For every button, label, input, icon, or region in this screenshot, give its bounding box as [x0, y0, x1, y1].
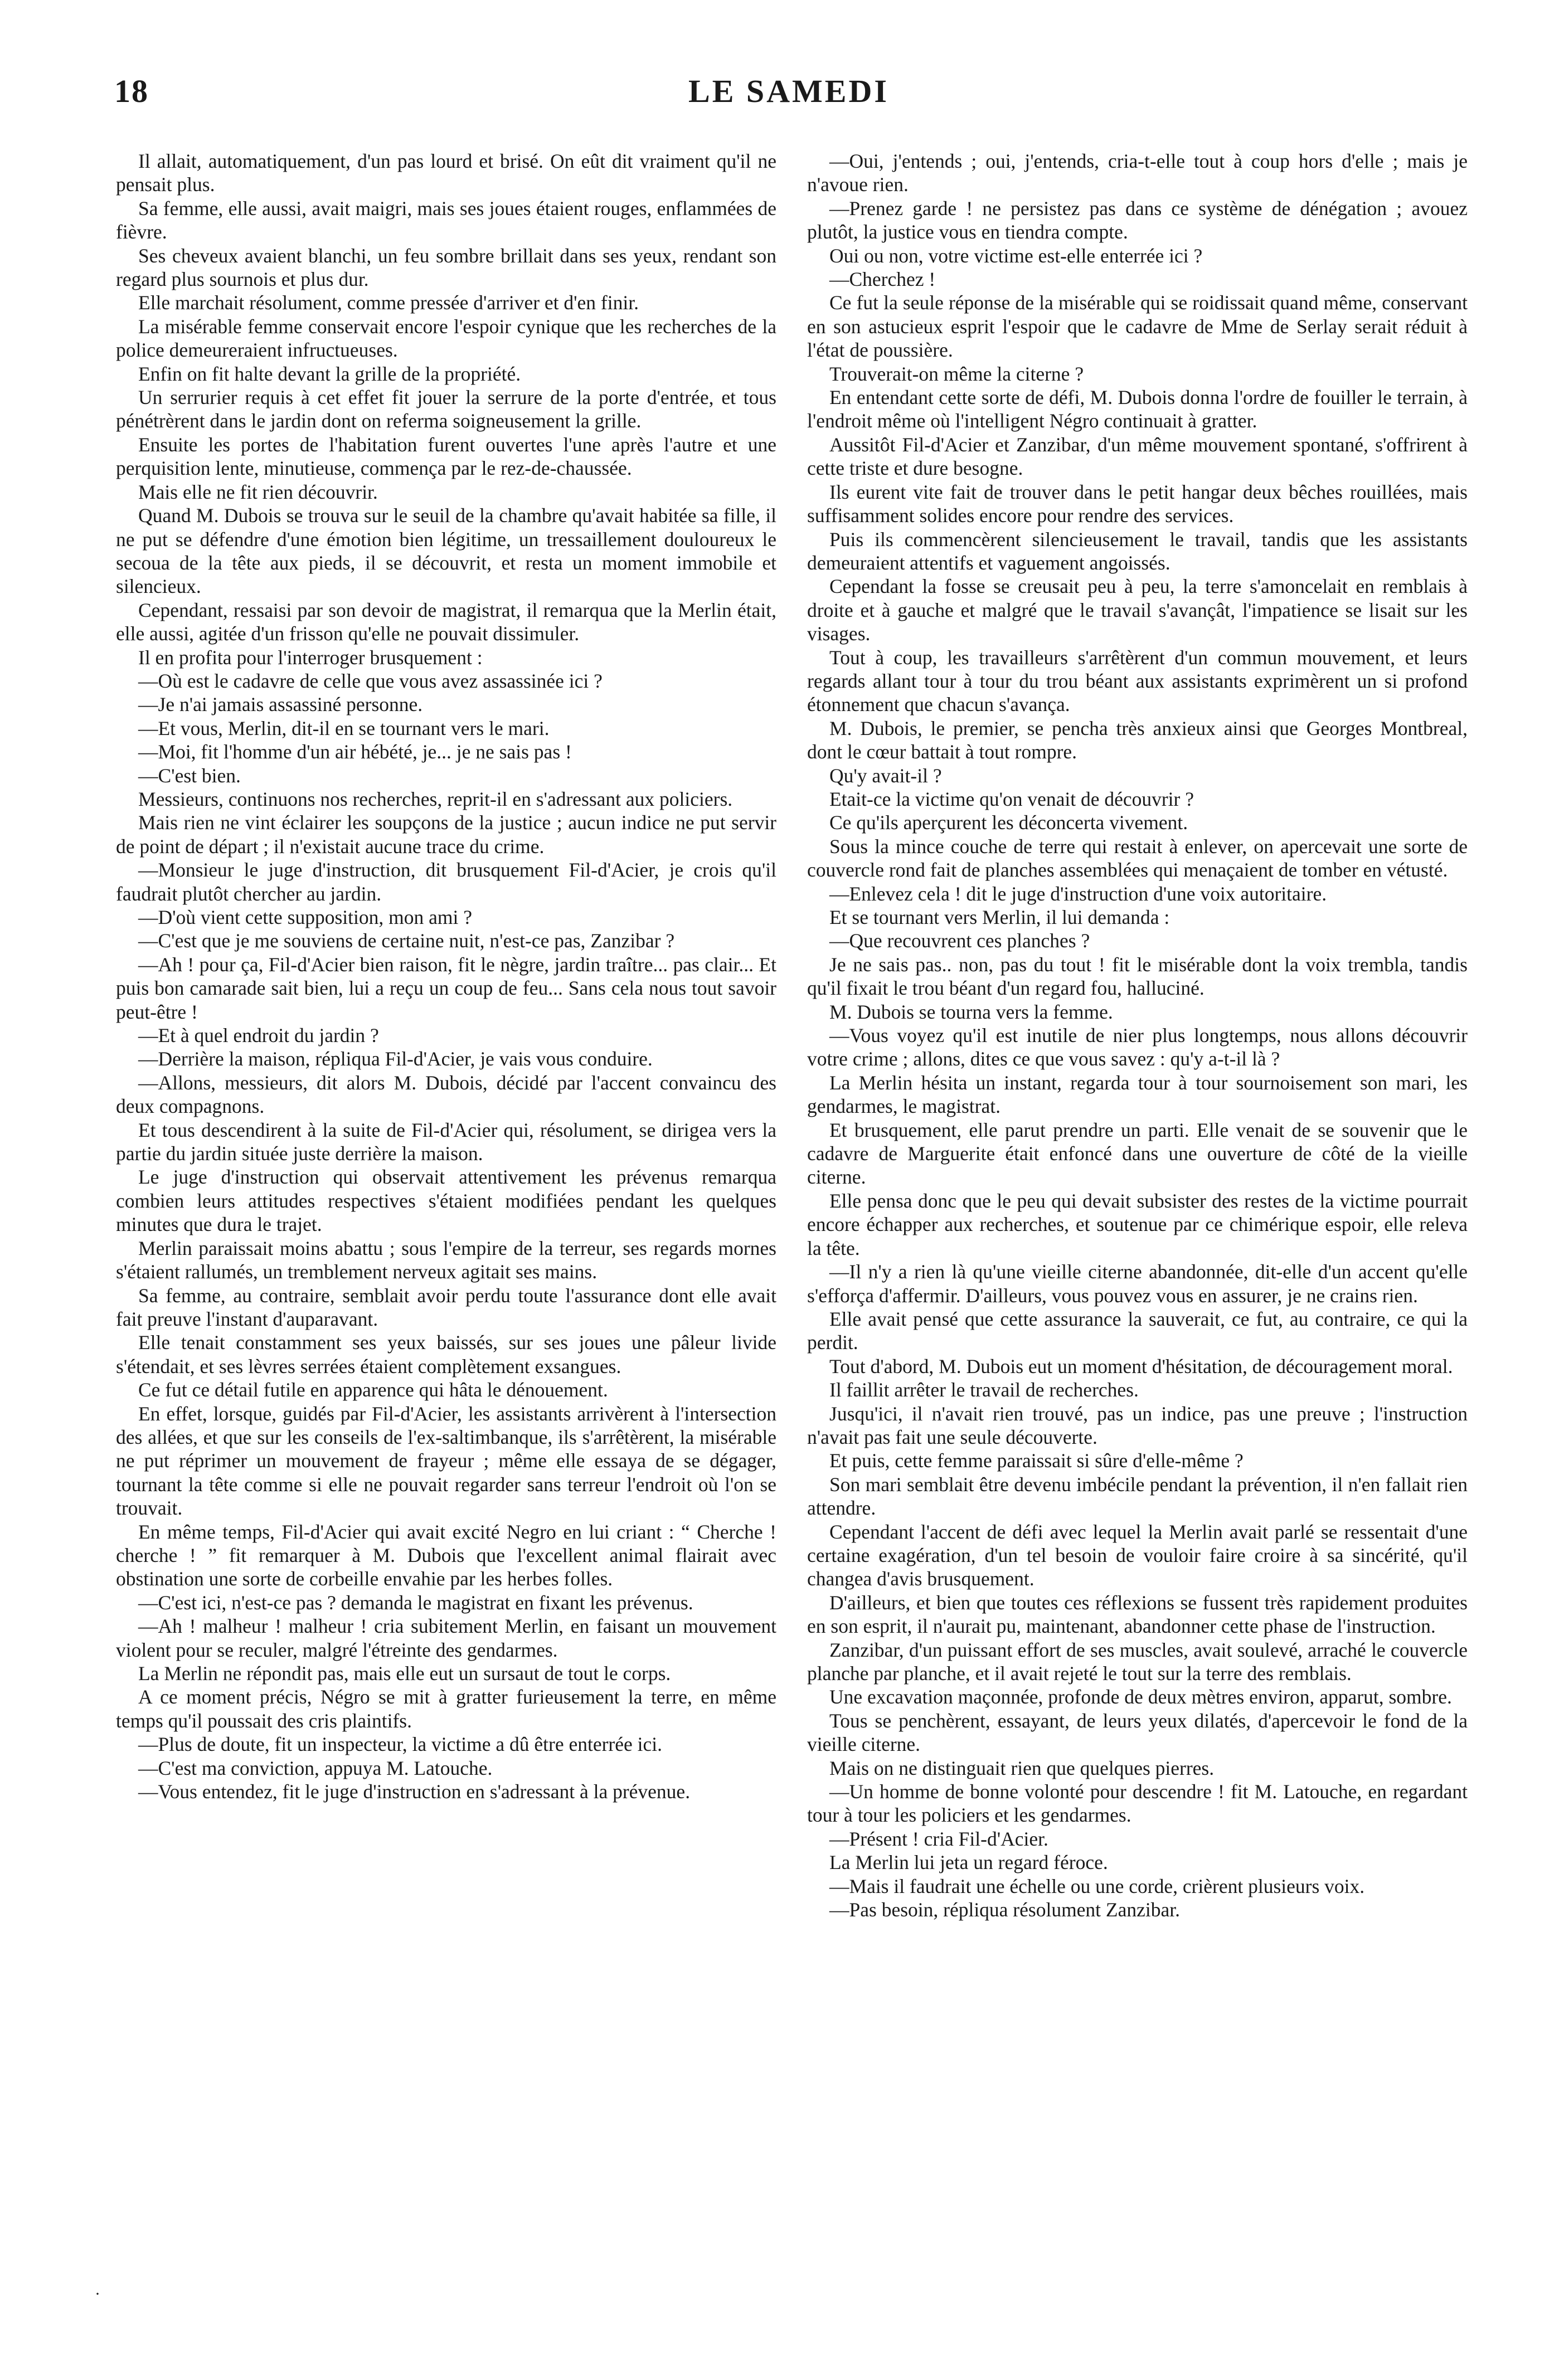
paragraph: —Il n'y a rien là qu'une vieille citerne abandonnée, dit-elle d'un accent qu'elle s'efforça d'affermir. D'ailleurs, vous pouvez vous en assurer, je ne crains rien. — [807, 1260, 1468, 1307]
paragraph: Tout d'abord, M. Dubois eut un moment d'hésitation, de découragement moral. — [829, 1355, 1453, 1378]
paragraph: —Plus de doute, fit un inspecteur, la victime a dû être enterrée ici. — [138, 1733, 662, 1756]
paragraph: Elle marchait résolument, comme pressée d'arriver et d'en finir. — [138, 291, 639, 314]
paragraph: Aussitôt Fil-d'Acier et Zanzibar, d'un même mouvement spontané, s'offrirent à cette triste et dure besogne. — [807, 433, 1468, 480]
paragraph: Elle pensa donc que le peu qui devait subsister des restes de la victime pourrait encore échapper aux recherches, et soutenue par ce chimérique espoir, elle releva la tête. — [807, 1189, 1468, 1259]
paragraph: —Vous voyez qu'il est inutile de nier plus longtemps, nous allons découvrir votre crime ; allons, dites ce que vous savez : qu'y a-t-il là ? — [807, 1024, 1468, 1070]
paragraph: —Allons, messieurs, dit alors M. Dubois, décidé par l'accent convaincu des deux compagnons. — [116, 1071, 776, 1118]
paragraph: M. Dubois se tourna vers la femme. — [829, 1000, 1113, 1023]
running-title: LE SAMEDI — [688, 73, 889, 109]
paragraph: —Derrière la maison, répliqua Fil-d'Acier, je vais vous conduire. — [138, 1048, 653, 1070]
paragraph: En effet, lorsque, guidés par Fil-d'Acier, les assistants arrivèrent à l'intersection des allées, et que sur les conseils de l'ex-saltimbanque, ils s'arrêtèrent, la misérable ne put réprimer un mouvement de frayeur ; même elle essaya de se dégager, tournant la tête comme si elle ne pouvait regarder sans terreur l'endroit où l'on se trouvait. — [116, 1402, 776, 1520]
paragraph: —Cherchez ! — [829, 268, 936, 291]
page-number: 18 — [114, 73, 149, 109]
paragraph: Elle tenait constamment ses yeux baissés, sur ses joues une pâleur livide s'étendait, et ses lèvres serrées étaient complètement exsangues. — [116, 1331, 776, 1378]
paragraph: Cependant la fosse se creusait peu à peu, la terre s'amoncelait en remblais à droite et à gauche et malgré que le travail s'avançât, l'impatience se lisait sur les visages. — [807, 575, 1468, 645]
paragraph: —Monsieur le juge d'instruction, dit brusquement Fil-d'Acier, je crois qu'il faudrait plutôt chercher au jardin. — [116, 859, 776, 905]
paragraph: Et tous descendirent à la suite de Fil-d'Acier qui, résolument, se dirigea vers la partie du jardin située juste derrière la maison. — [116, 1118, 776, 1165]
page-header — [114, 72, 1463, 123]
paragraph: Etait-ce la victime qu'on venait de découvrir ? — [829, 787, 1194, 810]
paragraph: Sa femme, elle aussi, avait maigri, mais ses joues étaient rouges, enflammées de fièvre. — [116, 197, 776, 244]
paragraph: —Où est le cadavre de celle que vous avez assassinée ici ? — [138, 669, 603, 692]
paragraph: La Merlin ne répondit pas, mais elle eut un sursaut de tout le corps. — [138, 1662, 671, 1685]
paragraph: —Vous entendez, fit le juge d'instruction en s'adressant à la prévenue. — [138, 1780, 691, 1803]
paragraph: Je ne sais pas.. non, pas du tout ! fit le misérable dont la voix trembla, tandis qu'il fixait le trou béant d'un regard fou, halluciné. — [807, 953, 1468, 1000]
paragraph: —D'où vient cette supposition, mon ami ? — [138, 906, 472, 928]
paragraph: Qu'y avait-il ? — [829, 764, 942, 787]
paragraph: Son mari semblait être devenu imbécile pendant la prévention, il n'en fallait rien attendre. — [807, 1473, 1468, 1520]
stray-dot-mark: · — [95, 2285, 100, 2303]
paragraph: Mais rien ne vint éclairer les soupçons de la justice ; aucun indice ne put servir de point de départ ; il n'existait aucune trace du crime. — [116, 811, 776, 858]
paragraph: Sa femme, au contraire, semblait avoir perdu toute l'assurance dont elle avait fait preuve l'instant d'auparavant. — [116, 1284, 776, 1330]
paragraph: —C'est que je me souviens de certaine nuit, n'est-ce pas, Zanzibar ? — [138, 929, 675, 952]
paragraph: Cependant l'accent de défi avec lequel la Merlin avait parlé se ressentait d'une certaine exagération, d'un tel besoin de vouloir faire croire à sa sincérité, qu'il changea d'avis brusquement. — [807, 1520, 1468, 1590]
paragraph: Puis ils commencèrent silencieusement le travail, tandis que les assistants demeuraient attentifs et vaguement angoissés. — [807, 528, 1468, 574]
paragraph: Une excavation maçonnée, profonde de deux mètres environ, apparut, sombre. — [829, 1686, 1452, 1709]
paragraph: Et brusquement, elle parut prendre un parti. Elle venait de se souvenir que le cadavre de Marguerite était enfoncé dans une ouverture de côté de la vieille citerne. — [807, 1118, 1468, 1189]
paragraph: —Présent ! cria Fil-d'Acier. — [829, 1827, 1048, 1850]
paragraph: —Que recouvrent ces planches ? — [829, 929, 1090, 952]
paragraph: —C'est ici, n'est-ce pas ? demanda le magistrat en fixant les prévenus. — [138, 1591, 693, 1614]
paragraph: En même temps, Fil-d'Acier qui avait excité Negro en lui criant : “ Cherche ! cherche ! ” fit remarquer à M. Dubois que l'excellent animal flairait avec obstination une sorte de corbeille envahie par les herbes folles. — [116, 1520, 776, 1590]
paragraph: Zanzibar, d'un puissant effort de ses muscles, avait soulevé, arraché le couvercle planche par planche, et il avait rejeté le tout sur la terre des remblais. — [807, 1638, 1468, 1685]
paragraph: Mais on ne distinguait rien que quelques pierres. — [829, 1756, 1215, 1779]
paragraph: Sous la mince couche de terre qui restait à enlever, on apercevait une sorte de couvercle rond fait de planches assemblées qui menaçaient de tomber en vétusté. — [807, 835, 1468, 882]
paragraph: —Un homme de bonne volonté pour descendre ! fit M. Latouche, en regardant tour à tour les policiers et les gendarmes. — [807, 1780, 1468, 1827]
paragraph: D'ailleurs, et bien que toutes ces réflexions se fussent très rapidement produites en son esprit, il n'aurait pu, maintenant, abandonner cette phase de l'instruction. — [807, 1591, 1468, 1638]
right-text-column — [807, 149, 1468, 1921]
paragraph: La misérable femme conservait encore l'espoir cynique que les recherches de la police demeureraient infructueuses. — [116, 315, 776, 362]
paragraph: Un serrurier requis à cet effet fit jouer la serrure de la porte d'entrée, et tous pénétrèrent dans le jardin dont on referma soigneusement la grille. — [116, 386, 776, 432]
paragraph: Elle avait pensé que cette assurance la sauverait, ce fut, au contraire, ce qui la perdit. — [807, 1307, 1468, 1354]
paragraph: —C'est bien. — [138, 764, 241, 787]
paragraph: Merlin paraissait moins abattu ; sous l'empire de la terreur, ses regards mornes s'étaient rallumés, un tremblement nerveux agitait ses mains. — [116, 1237, 776, 1283]
paragraph: Ce fut ce détail futile en apparence qui hâta le dénouement. — [138, 1379, 608, 1401]
paragraph: Mais elle ne fit rien découvrir. — [138, 480, 378, 503]
paragraph: —C'est ma conviction, appuya M. Latouche. — [138, 1756, 493, 1779]
paragraph: La Merlin hésita un instant, regarda tour à tour sournoisement son mari, les gendarmes, le magistrat. — [807, 1071, 1468, 1118]
paragraph: Ensuite les portes de l'habitation furent ouvertes l'une après l'autre et une perquisition lente, minutieuse, commença par le rez-de-chaussée. — [116, 433, 776, 480]
paragraph: —Enlevez cela ! dit le juge d'instruction d'une voix autoritaire. — [829, 882, 1327, 905]
paragraph: Oui ou non, votre victime est-elle enterrée ici ? — [829, 244, 1203, 267]
paragraph: Jusqu'ici, il n'avait rien trouvé, pas un indice, pas une preuve ; l'instruction n'avait pas fait une seule découverte. — [807, 1402, 1468, 1448]
paragraph: En entendant cette sorte de défi, M. Dubois donna l'ordre de fouiller le terrain, à l'endroit même où l'intelligent Négro continuait à gratter. — [807, 386, 1468, 432]
paragraph: A ce moment précis, Négro se mit à gratter furieusement la terre, en même temps qu'il poussait des cris plaintifs. — [116, 1686, 776, 1732]
paragraph: —Et à quel endroit du jardin ? — [138, 1024, 379, 1047]
paragraph: Trouverait-on même la citerne ? — [829, 362, 1084, 385]
paragraph: —Ah ! pour ça, Fil-d'Acier bien raison, fit le nègre, jardin traître... pas clair... Et puis bon camarade sait bien, lui a reçu un coup de feu... Sans cela nous tout savoir peut-être ! — [116, 953, 776, 1023]
paragraph: Et puis, cette femme paraissait si sûre d'elle-même ? — [829, 1449, 1244, 1472]
paragraph: Messieurs, continuons nos recherches, reprit-il en s'adressant aux policiers. — [138, 787, 733, 810]
left-text-column — [116, 149, 776, 1803]
paragraph: —Oui, j'entends ; oui, j'entends, cria-t-elle tout à coup hors d'elle ; mais je n'avoue rien. — [807, 150, 1468, 196]
paragraph: Ce fut la seule réponse de la misérable qui se roidissait quand même, conservant en son astucieux esprit l'espoir que le cadavre de Mme de Serlay serait réduit à l'état de poussière. — [807, 291, 1468, 362]
paragraph: Ils eurent vite fait de trouver dans le petit hangar deux bêches rouillées, mais suffisamment solides encore pour rendre des services. — [807, 480, 1468, 527]
paragraph: —Je n'ai jamais assassiné personne. — [138, 693, 423, 716]
paragraph: Il allait, automatiquement, d'un pas lourd et brisé. On eût dit vraiment qu'il ne pensait plus. — [116, 150, 776, 196]
paragraph: —Moi, fit l'homme d'un air hébété, je... je ne sais pas ! — [138, 741, 572, 763]
paragraph: —Ah ! malheur ! malheur ! cria subitement Merlin, en faisant un mouvement violent pour se reculer, malgré l'étreinte des gendarmes. — [116, 1615, 776, 1661]
paragraph: Enfin on fit halte devant la grille de la propriété. — [138, 362, 521, 385]
paragraph: Ses cheveux avaient blanchi, un feu sombre brillait dans ses yeux, rendant son regard plus sournois et plus dur. — [116, 244, 776, 291]
paragraph: —Prenez garde ! ne persistez pas dans ce système de dénégation ; avouez plutôt, la justice vous en tiendra compte. — [807, 197, 1468, 244]
paragraph: —Pas besoin, répliqua résolument Zanzibar. — [829, 1899, 1180, 1921]
paragraph: —Et vous, Merlin, dit-il en se tournant vers le mari. — [138, 717, 550, 739]
paragraph: Il en profita pour l'interroger brusquement : — [138, 646, 483, 669]
paragraph: Le juge d'instruction qui observait attentivement les prévenus remarqua combien leurs attitudes respectives s'étaient modifiées pendant les quelques minutes que dura le trajet. — [116, 1166, 776, 1236]
paragraph: —Mais il faudrait une échelle ou une corde, crièrent plusieurs voix. — [829, 1875, 1365, 1897]
paragraph: Cependant, ressaisi par son devoir de magistrat, il remarqua que la Merlin était, elle aussi, agitée d'un frisson qu'elle ne pouvait dissimuler. — [116, 598, 776, 645]
paragraph: La Merlin lui jeta un regard féroce. — [829, 1851, 1108, 1874]
paragraph: Et se tournant vers Merlin, il lui demanda : — [829, 906, 1170, 928]
paragraph: Ce qu'ils aperçurent les déconcerta vivement. — [829, 811, 1188, 834]
paragraph: Tous se penchèrent, essayant, de leurs yeux dilatés, d'apercevoir le fond de la vieille citerne. — [807, 1709, 1468, 1756]
paragraph: Tout à coup, les travailleurs s'arrêtèrent d'un commun mouvement, et leurs regards allant tour à tour du trou béant aux assistants exprimèrent un si profond étonnement que chacun s'avança. — [807, 646, 1468, 716]
paragraph: Il faillit arrêter le travail de recherches. — [829, 1379, 1139, 1401]
paragraph: M. Dubois, le premier, se pencha très anxieux ainsi que Georges Montbreal, dont le cœur battait à tout rompre. — [807, 717, 1468, 763]
paragraph: Quand M. Dubois se trouva sur le seuil de la chambre qu'avait habitée sa fille, il ne put se défendre d'une émotion bien légitime, un tressaillement douloureux le secoua de la tête aux pieds, il se découvrit, et resta un moment immobile et silencieux. — [116, 504, 776, 598]
